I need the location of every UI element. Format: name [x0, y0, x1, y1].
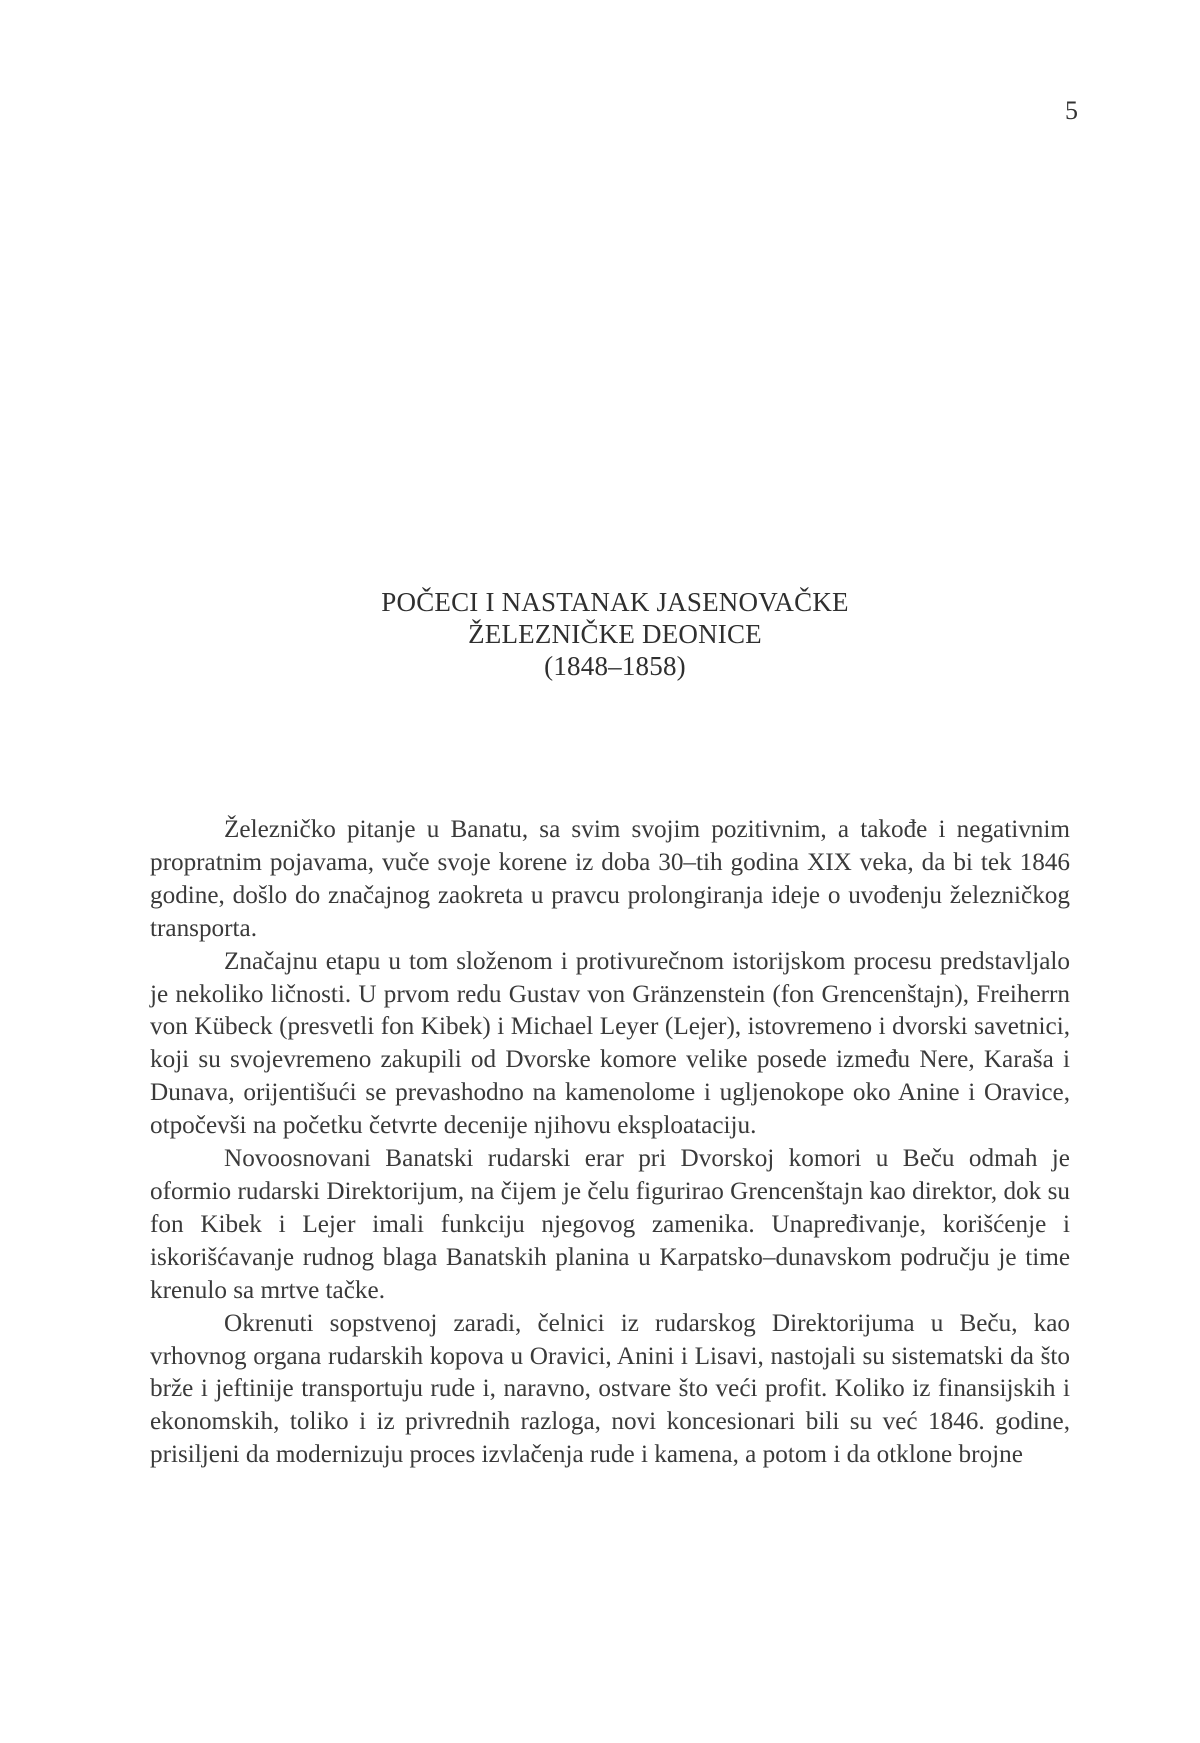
chapter-title-years: (1848–1858) — [544, 651, 686, 681]
paragraph: Značajnu etapu u tom složenom i protivurečnom istorijskom procesu predstavljalo je nekoliko ličnosti. U prvom redu Gustav von Gränzenstein (fon Grencenštajn), Freiherrn von Kübeck (presvetli fon Kibek) i Michael Leyer (Lejer), istovremeno i dvorski savetnici, koji su svojevremeno zakupili od Dvorske komore velike posede između Nere, Karaša i Dunava, orijentišući se prevashodno na kamenolome i ugljenokope oko Anine i Oravice, otpočevši na početku četvrte decenije njihovu eksploataciju. — [150, 947, 1070, 1140]
paragraph: Okrenuti sopstvenoj zaradi, čelnici iz rudarskog Direktorijuma u Beču, kao vrhovnog organa rudarskih kopova u Oravici, Anini i Lisavi, nastojali su sistematski da što brže i jeftinije transportuju rude i, naravno, ostvare što veći profit. Koliko iz finansijskih i ekonomskih, toliko i iz privrednih razloga, novi koncesionari bili su već 1846. godine, prisiljeni da modernizuju proces izvlačenja rude i kamena, a potom i da otklone brojne — [150, 1309, 1070, 1469]
chapter-title-line-1: POČECI I NASTANAK JASENOVAČKE — [381, 587, 849, 617]
chapter-title-line-2: ŽELEZNIČKE DEONICE — [468, 619, 762, 649]
paragraph: Novoosnovani Banatski rudarski erar pri Dvorskoj komori u Beču odmah je oformio rudarski Direktorijum, na čijem je čelu figurirao Grencenštajn kao direktor, dok su fon Kibek i Lejer imali funkciju njegovog zamenika. Unapređivanje, korišćenje i iskorišćavanje rudnog blaga Banatskih planina u Karpatsko–dunavskom području je time krenulo sa mrtve tačke. — [150, 1145, 1070, 1304]
chapter-title — [160, 586, 1070, 682]
paragraph: Železničko pitanje u Banatu, sa svim svojim pozitivnim, a takođe i negativnim propratnim pojavama, vuče svoje korene iz doba 30–tih godina XIX veka, da bi tek 1846 godine, došlo do značajnog zaokreta u pravcu prolongiranja ideje o uvođenju železničkog transporta. — [150, 816, 1070, 942]
page-number: 5 — [1065, 96, 1078, 125]
body-text — [150, 814, 1070, 1472]
